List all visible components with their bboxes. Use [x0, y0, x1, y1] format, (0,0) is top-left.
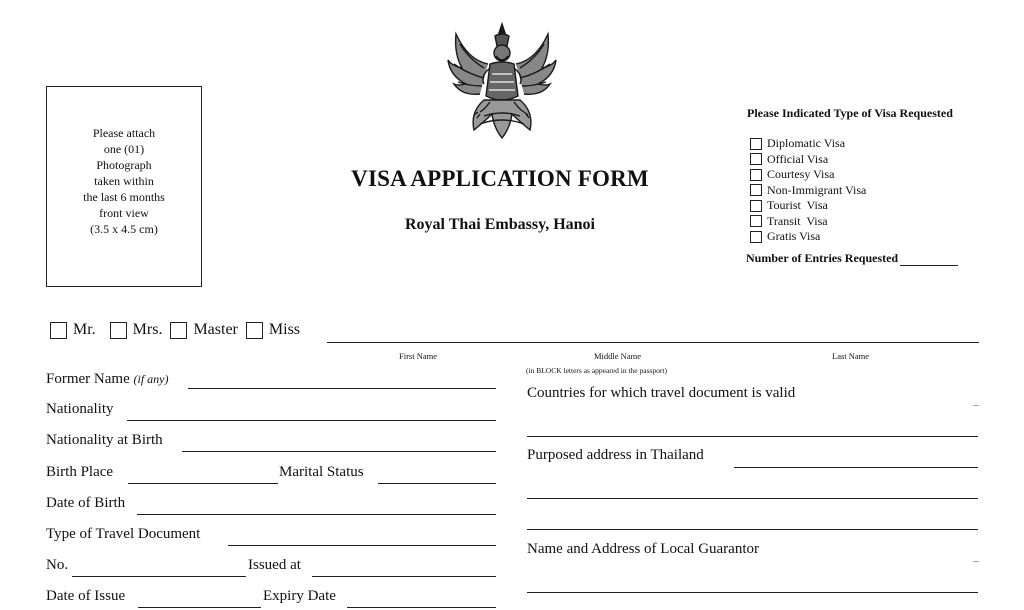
- visa-type-list: [750, 136, 866, 245]
- former-name-label: [46, 371, 168, 388]
- visa-type-heading: Please Indicated Type of Visa Requested: [747, 106, 953, 120]
- checkbox[interactable]: [750, 138, 762, 150]
- document-number-label: No.: [46, 557, 69, 573]
- former-name-text: Former Name: [46, 371, 130, 387]
- countries-valid-label: Countries for which travel document is valid: [527, 385, 796, 401]
- visa-option-label: Gratis Visa: [767, 229, 821, 244]
- entries-input-line[interactable]: [900, 251, 958, 266]
- visa-option-non-immigrant[interactable]: [750, 183, 866, 199]
- full-name-input-line[interactable]: [327, 342, 979, 343]
- divider: [973, 405, 979, 406]
- former-name-note: (if any): [133, 372, 169, 386]
- nationality-at-birth-label: Nationality at Birth: [46, 432, 163, 448]
- title-label: Miss: [268, 321, 301, 338]
- checkbox[interactable]: [750, 184, 762, 196]
- visa-option-label: Diplomatic Visa: [767, 136, 846, 151]
- visa-option-label: Transit Visa: [767, 213, 828, 228]
- marital-status-label: Marital Status: [279, 464, 364, 480]
- visa-option-courtesy[interactable]: [750, 167, 866, 183]
- address-thailand-input-line-3[interactable]: [527, 529, 978, 530]
- marital-status-input-line[interactable]: [378, 483, 496, 484]
- local-guarantor-label: Name and Address of Local Guarantor: [527, 541, 760, 557]
- visa-option-label: Courtesy Visa: [767, 167, 835, 182]
- visa-option-diplomatic[interactable]: [750, 136, 866, 152]
- expiry-date-input-line[interactable]: [347, 607, 496, 608]
- visa-option-transit[interactable]: [750, 214, 866, 230]
- visa-option-label: Official Visa: [767, 151, 829, 166]
- photo-line: taken within: [94, 174, 154, 188]
- embassy-subtitle: Royal Thai Embassy, Hanoi: [405, 216, 595, 233]
- checkbox[interactable]: [750, 231, 762, 243]
- checkbox[interactable]: [750, 153, 762, 165]
- checkbox[interactable]: [170, 322, 187, 339]
- divider: [973, 561, 979, 562]
- middle-name-caption: Middle Name: [594, 351, 641, 361]
- address-thailand-input-line[interactable]: [734, 467, 978, 468]
- date-of-issue-label: Date of Issue: [46, 588, 126, 604]
- title-option-miss[interactable]: [246, 321, 300, 339]
- birth-place-label: Birth Place: [46, 464, 114, 480]
- checkbox[interactable]: [750, 215, 762, 227]
- birth-place-input-line[interactable]: [128, 483, 278, 484]
- photo-line: the last 6 months: [83, 190, 165, 204]
- visa-option-tourist[interactable]: [750, 198, 866, 214]
- garuda-emblem-icon: [440, 20, 564, 146]
- visa-option-label: Non-Immigrant Visa: [767, 182, 867, 197]
- title-label: Mrs.: [132, 321, 163, 338]
- photo-box: [46, 86, 202, 287]
- title-option-mrs[interactable]: [110, 321, 163, 339]
- last-name-caption: Last Name: [832, 351, 870, 361]
- local-guarantor-input-line[interactable]: [527, 592, 978, 593]
- nationality-input-line[interactable]: [127, 420, 496, 421]
- photo-instructions: [47, 125, 201, 237]
- title-label: Mr.: [73, 321, 96, 338]
- photo-line: Please attach: [92, 126, 156, 140]
- checkbox[interactable]: [246, 322, 263, 339]
- expiry-date-label: Expiry Date: [263, 588, 336, 604]
- visa-option-label: Tourist Visa: [767, 198, 828, 213]
- checkbox[interactable]: [750, 169, 762, 181]
- checkbox[interactable]: [750, 200, 762, 212]
- document-number-input-line[interactable]: [72, 576, 246, 577]
- nationality-at-birth-input-line[interactable]: [182, 451, 496, 452]
- visa-option-official[interactable]: [750, 152, 866, 168]
- checkbox[interactable]: [110, 322, 127, 339]
- issued-at-label: Issued at: [248, 557, 301, 573]
- photo-line: (3.5 x 4.5 cm): [90, 222, 158, 236]
- entries-requested-field: [746, 251, 958, 266]
- countries-valid-input-line[interactable]: [527, 436, 978, 437]
- date-of-birth-input-line[interactable]: [137, 514, 496, 515]
- date-of-issue-input-line[interactable]: [138, 607, 261, 608]
- photo-line: one (01): [103, 142, 145, 156]
- nationality-label: Nationality: [46, 401, 114, 417]
- former-name-input-line[interactable]: [188, 388, 496, 389]
- issued-at-input-line[interactable]: [312, 576, 496, 577]
- block-letters-note: (in BLOCK letters as appeared in the passport): [526, 366, 668, 375]
- visa-option-gratis[interactable]: [750, 229, 866, 245]
- travel-document-type-label: Type of Travel Document: [46, 526, 201, 542]
- address-thailand-label: Purposed address in Thailand: [527, 447, 704, 463]
- photo-line: Photograph: [96, 158, 152, 172]
- travel-document-type-input-line[interactable]: [228, 545, 496, 546]
- entries-label: Number of Entries Requested: [746, 251, 899, 265]
- first-name-caption: First Name: [399, 351, 438, 361]
- title-option-mr[interactable]: [50, 321, 96, 339]
- title-selector: [50, 321, 308, 339]
- title-label: Master: [193, 321, 238, 338]
- date-of-birth-label: Date of Birth: [46, 495, 126, 511]
- photo-line: front view: [99, 206, 149, 220]
- checkbox[interactable]: [50, 322, 67, 339]
- form-title: VISA APPLICATION FORM: [351, 166, 649, 191]
- address-thailand-input-line-2[interactable]: [527, 498, 978, 499]
- title-option-master[interactable]: [170, 321, 237, 339]
